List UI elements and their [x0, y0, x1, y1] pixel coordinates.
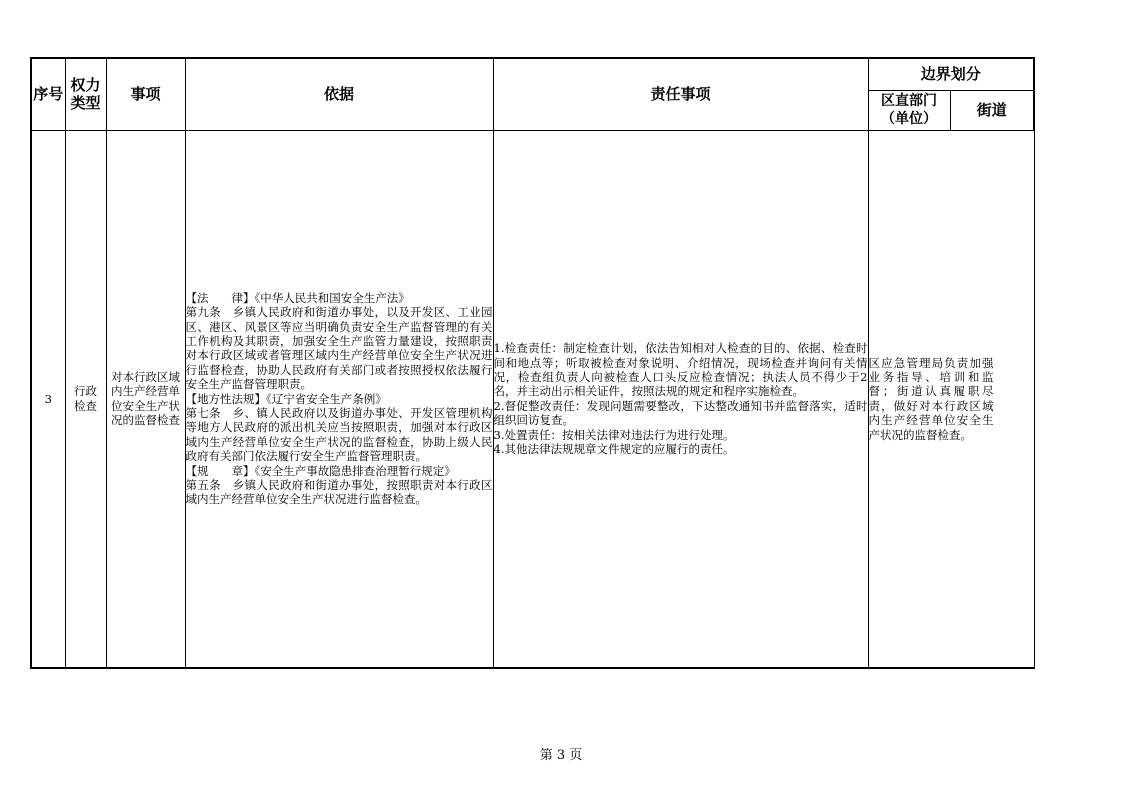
cell-item: 对本行政区域内生产经营单位安全生产状况的监督检查	[106, 130, 185, 668]
header-district-dept-line1: 区直部门	[881, 93, 937, 109]
header-power-type-line2: 类型	[70, 94, 101, 113]
basis-rule-article: 第五条 乡镇人民政府和街道办事处，按照职责对本行政区域内生产经营单位安全生产状况进行监督检查。	[185, 477, 493, 507]
responsibility-item-1: 1.检查责任：制定检查计划，依法告知相对人检查的目的、依据、检查时间和地点等；听取被检查对象说明、介绍情况，现场检查并询问有关情况，检查组负责人向被检查人口头反应检查情况；执法人员不得少于2名，并主动出示相关证件，按照法规的规定和程序实施检查。	[493, 341, 868, 399]
header-street: 街道	[950, 90, 1034, 130]
cell-responsibility	[493, 130, 868, 668]
responsibility-item-4: 4.其他法律法规规章文件规定的应履行的责任。	[493, 441, 735, 456]
cell-power-type	[65, 130, 106, 668]
cell-seq: 3	[31, 130, 65, 668]
basis-local-regulation-label: 【地方性法规】《辽宁省安全生产条例》	[185, 391, 387, 406]
header-boundary: 边界划分	[868, 58, 1034, 90]
header-item: 事项	[106, 58, 185, 130]
cell-power-type-line1: 行政	[74, 384, 97, 399]
cell-power-type-line2: 检查	[74, 398, 97, 413]
page-footer: 第 3 页	[539, 748, 583, 763]
header-district-dept-line2: （单位）	[881, 111, 937, 127]
header-basis: 依据	[185, 58, 493, 130]
basis-rule-label: 【规 章】《安全生产事故隐患排查治理暂行规定》	[185, 463, 456, 478]
basis-local-regulation-article: 第七条 乡、镇人民政府以及街道办事处、开发区管理机构等地方人民政府的派出机关应当按照职责，加强对本行政区域内生产经营单位安全生产状况的监督检查，协助上级人民政府有关部门依法履行安全生产监督管理职责。	[185, 405, 493, 464]
header-responsibility: 责任事项	[493, 58, 868, 130]
basis-law-label: 【法 律】《中华人民共和国安全生产法》	[185, 290, 410, 305]
header-power-type	[65, 58, 106, 130]
basis-law-article: 第九条 乡镇人民政府和街道办事处，以及开发区、工业园区、港区、风景区等应当明确负责安全生产监督管理的有关工作机构及其职责，加强安全生产监管力量建设，按照职责对本行政区域或者管理区域内生产经营单位安全生产状况进行监督检查，协助人民政府有关部门或者按照授权依法履行安全生产监督管理职责。	[185, 305, 493, 392]
cell-district-dept: 区应急管理局负责加强业务指导、培训和监督；街道认真履职尽责，做好对本行政区域内生产经营单位安全生产状况的监督检查。	[868, 130, 1034, 668]
cell-basis	[185, 130, 493, 668]
header-power-type-line1: 权力	[70, 76, 101, 95]
responsibility-item-2: 2.督促整改责任：发现问题需要整改，下达整改通知书并监督落实，适时组织回访复查。	[493, 398, 868, 428]
header-seq: 序号	[31, 58, 65, 130]
header-district-dept	[868, 90, 950, 130]
responsibility-item-3: 3.处置责任：按相关法律对违法行为进行处理。	[493, 427, 735, 442]
responsibility-table	[30, 57, 1035, 669]
